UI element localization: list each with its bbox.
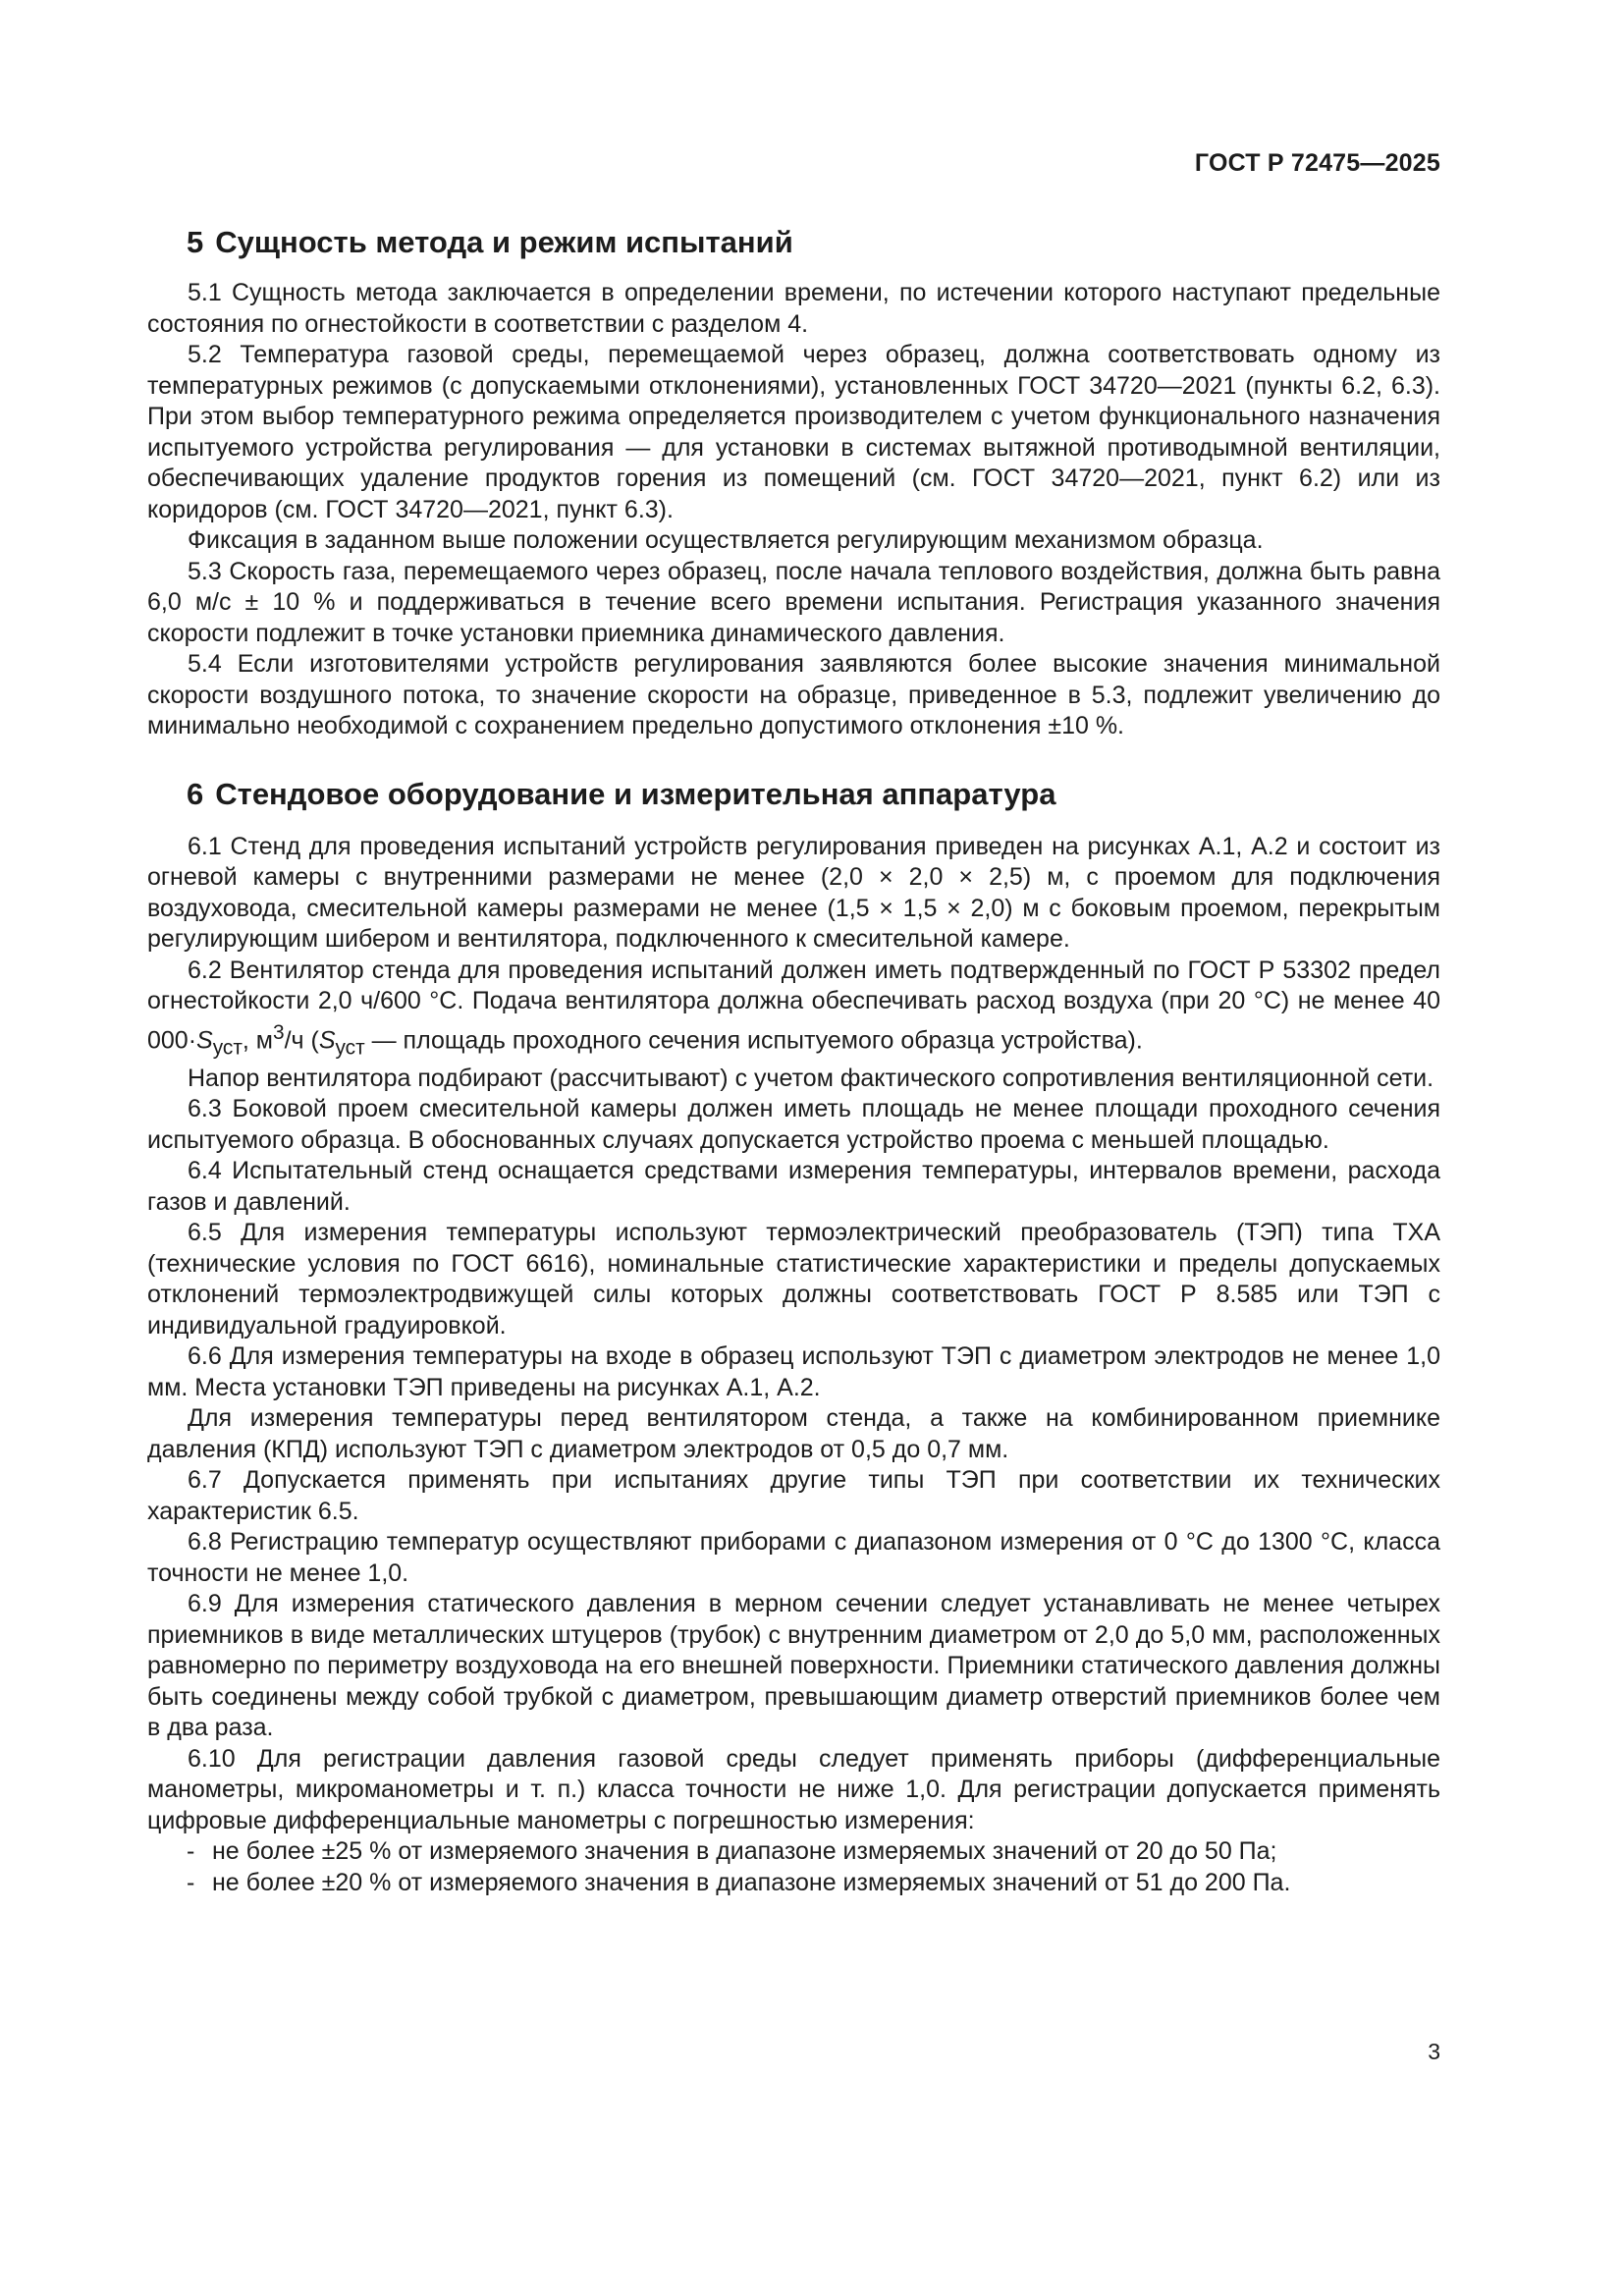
paragraph-fan-temperature: Для измерения температуры перед вентилятором стенда, а также на комбинированном приемнике давления (КПД) используют ТЭП с диаметром электродов от 0,5 до 0,7 мм. — [147, 1404, 1440, 1463]
paragraph-6-10: 6.10 Для регистрации давления газовой среды следует применять приборы (дифференциальные манометры, микроманометры и т. п.) класса точности не ниже 1,0. Для регистрации допускается применять цифровые дифференциальные манометры с погрешностью измерения: — [147, 1744, 1440, 1834]
list-item-text: не более ±25 % от измеряемого значения в диапазоне измеряемых значений от 20 до 50 Па; — [212, 1837, 1277, 1866]
page-body — [147, 216, 1440, 1898]
list-marker: - — [187, 1837, 195, 1866]
section-6-heading — [147, 776, 1440, 812]
section-number: 5 — [187, 225, 204, 259]
paragraph-6-7: 6.7 Допускается применять при испытаниях другие типы ТЭП при соответствии их технических характеристик 6.5. — [147, 1466, 1440, 1525]
section-number: 6 — [187, 776, 204, 811]
section-title: Сущность метода и режим испытаний — [215, 225, 793, 259]
list-item — [147, 1836, 1440, 1868]
paragraph-6-1: 6.1 Стенд для проведения испытаний устройств регулирования приведен на рисунках А.1, А.2 и состоит из огневой камеры с внутренними размерами не менее (2,0 × 2,0 × 2,5) м, с проемом для подключения воздуховода, смесительной камеры размерами не менее (1,5 × 1,5 × 2,0) м с боковым проемом, перекрытым регулирующим шибером и вентилятора, подключенного к смесительной камере. — [147, 832, 1440, 954]
paragraph-6-4: 6.4 Испытательный стенд оснащается средствами измерения температуры, интервалов времени, расхода газов и давлений. — [147, 1157, 1440, 1216]
paragraph-6-9: 6.9 Для измерения статического давления в мерном сечении следует устанавливать не менее четырех приемников в виде металлических штуцеров (трубок) с внутренним диаметром от 2,0 до 5,0 мм, расположенных равномерно по периметру воздуховода на его внешней поверхности. Приемники статического давления должны быть соединены между собой трубкой с диаметром, превышающим диаметр отверстий приемников более чем в два раза. — [147, 1590, 1440, 1742]
section-5-heading — [147, 224, 1440, 260]
paragraph-5-4: 5.4 Если изготовителями устройств регулирования заявляются более высокие значения минимальной скорости воздушного потока, то значение скорости на образце, приведенное в 5.3, подлежит увеличению до минимально необходимой с сохранением предельно допустимого отклонения ±10 %. — [147, 650, 1440, 740]
page-number: 3 — [1428, 2039, 1440, 2064]
text-run: /ч ( — [284, 1026, 319, 1055]
list-item — [147, 1868, 1440, 1899]
text-run: , м — [242, 1026, 273, 1055]
paragraph-5-3: 5.3 Скорость газа, перемещаемого через образец, после начала теплового воздействия, должна быть равна 6,0 м/с ± 10 % и поддерживаться в течение всего времени испытания. Регистрация указанного значения скорости подлежит в точке установки приемника динамического давления. — [147, 557, 1440, 647]
text-run: 6.2 Вентилятор стенда для проведения испытаний должен иметь подтвержденный по ГОСТ Р 53302 предел огнестойкости 2,0 ч/600 °С. Подача вентилятора должна обеспечивать расход воздуха (при 20 °С) не менее 40 000· — [147, 956, 1440, 1055]
paragraph-6-5: 6.5 Для измерения температуры используют термоэлектрический преобразователь (ТЭП) типа ТХА (технические условия по ГОСТ 6616), номинальные статистические характеристики и пределы допускаемых отклонений термоэлектродвижущей силы которых должны соответствовать ГОСТ Р 8.585 или ТЭП с индивидуальной градуировкой. — [147, 1219, 1440, 1339]
paragraph-6-2 — [147, 956, 1440, 1064]
paragraph-fan-pressure: Напор вентилятора подбирают (рассчитывают) с учетом фактического сопротивления вентиляционной сети. — [188, 1064, 1434, 1092]
paragraph-6-6: 6.6 Для измерения температуры на входе в образец используют ТЭП с диаметром электродов не менее 1,0 мм. Места установки ТЭП приведены на рисунках А.1, А.2. — [147, 1342, 1440, 1401]
text-run: — площадь проходного сечения испытуемого образца устройства). — [364, 1026, 1143, 1055]
list-item-text: не более ±20 % от измеряемого значения в диапазоне измеряемых значений от 51 до 200 Па. — [212, 1868, 1291, 1896]
variable-s: S — [196, 1026, 213, 1055]
paragraph-6-8: 6.8 Регистрацию температур осуществляют приборами с диапазоном измерения от 0 °С до 1300 °С, класса точности не менее 1,0. — [147, 1528, 1440, 1587]
paragraph-5-2: 5.2 Температура газовой среды, перемещаемой через образец, должна соответствовать одному из температурных режимов (с допускаемыми отклонениями), установленных ГОСТ 34720—2021 (пункты 6.2, 6.3). При этом выбор температурного режима определяется производителем с учетом функционального назначения испытуемого устройства регулирования — для установки в системах вытяжной противодымной вентиляции, обеспечивающих удаление продуктов горения из помещений (см. ГОСТ 34720—2021, пункт 6.2) или из коридоров (см. ГОСТ 34720—2021, пункт 6.3). — [147, 341, 1440, 523]
paragraph-5-1: 5.1 Сущность метода заключается в определении времени, по истечении которого наступают предельные состояния по огнестойкости в соответствии с разделом 4. — [147, 279, 1440, 338]
subscript: уст — [212, 1036, 243, 1060]
paragraph-6-3: 6.3 Боковой проем смесительной камеры должен иметь площадь не менее площади проходного сечения испытуемого образца. В обоснованных случаях допускается устройство проема с меньшей площадью. — [147, 1095, 1440, 1154]
superscript: 3 — [272, 1020, 285, 1044]
paragraph-fixation: Фиксация в заданном выше положении осуществляется регулирующим механизмом образца. — [188, 526, 1264, 555]
subscript: уст — [335, 1036, 365, 1060]
section-title: Стендовое оборудование и измерительная аппаратура — [215, 776, 1056, 811]
document-designation: ГОСТ Р 72475—2025 — [1194, 149, 1440, 177]
list-marker: - — [187, 1868, 195, 1896]
variable-s: S — [318, 1026, 336, 1055]
